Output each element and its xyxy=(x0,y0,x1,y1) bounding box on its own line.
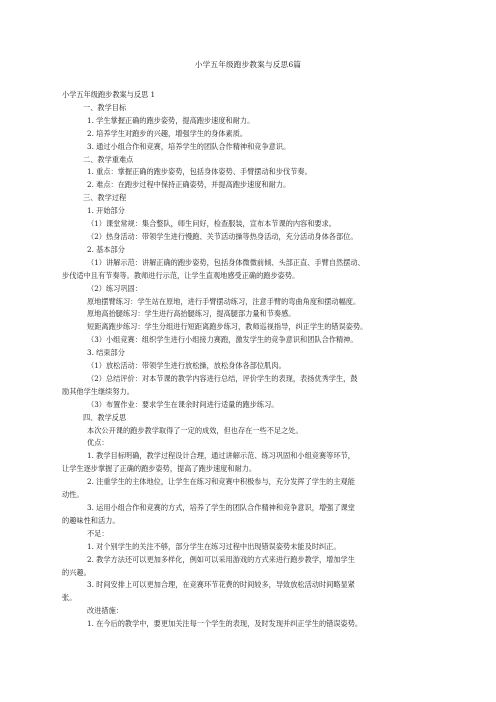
text-line: 改进措施： xyxy=(87,606,123,616)
text-line: 优点： xyxy=(87,438,109,448)
text-line: 励其他学生继续努力。 xyxy=(62,386,134,396)
text-line: 不足： xyxy=(87,528,109,538)
text-line: 1. 在今后的教学中，要更加关注每一个学生的表现，及时发现并纠正学生的错误姿势。 xyxy=(87,619,363,629)
document-title: 小学五年级跑步教案与反思6篇 xyxy=(194,60,302,69)
text-line: 3. 结束部分 xyxy=(87,348,125,358)
text-line: 原地摆臂练习：学生站在原地，进行手臂摆动练习，注意手臂的弯曲角度和摆动幅度。 xyxy=(87,296,361,306)
text-line: （1）讲解示范：讲解正确的跑步姿势，包括身体微微前倾、头部正直、手臂自然摆动、 xyxy=(87,257,365,267)
text-line: 的兴趣。 xyxy=(62,567,91,577)
text-line: （3）布置作业：要求学生在课余时间进行适量的跑步练习。 xyxy=(87,399,279,409)
text-line: 四、教学反思 xyxy=(83,412,127,422)
text-line: 本次公开课的跑步教学取得了一定的成效，但也存在一些不足之处。 xyxy=(87,425,303,435)
text-line: 动性。 xyxy=(62,490,84,500)
text-line: 2. 注重学生的主体地位，让学生在练习和竞赛中积极参与，充分发挥了学生的主观能 xyxy=(87,477,355,487)
text-line: （1）放松活动：带领学生进行放松操，放松身体各部位肌肉。 xyxy=(87,361,286,371)
text-line: 3. 时间安排上可以更加合理，在竞赛环节花费的时间较多，导致放松活动时间略显紧 xyxy=(87,580,355,590)
text-line: 1. 教学目标明确，教学过程设计合理，通过讲解示范、练习巩固和小组竞赛等环节， xyxy=(87,451,355,461)
document-body xyxy=(62,89,434,631)
text-line: （2）热身活动：带领学生进行慢跑、关节活动操等热身活动，充分活动身体各部位。 xyxy=(87,231,358,241)
text-line: 的趣味性和活力。 xyxy=(62,515,120,525)
text-line: 1. 学生掌握正确的跑步姿势，提高跑步速度和耐力。 xyxy=(87,115,255,125)
text-line: 短距离跑步练习：学生分组进行短距离跑步练习，教师巡视指导，纠正学生的错误姿势。 xyxy=(87,322,368,332)
text-line: 3. 通过小组合作和竞赛，培养学生的团队合作精神和竞争意识。 xyxy=(87,141,291,151)
text-line: 1. 开始部分 xyxy=(87,206,125,216)
text-line: 张。 xyxy=(62,593,77,603)
text-line: 2. 难点：在跑步过程中保持正确姿势，并提高跑步速度和耐力。 xyxy=(87,180,291,190)
text-line: 让学生逐步掌握了正确的跑步姿势，提高了跑步速度和耐力。 xyxy=(62,464,257,474)
text-line: 3. 运用小组合作和竞赛的方式，培养了学生的团队合作精神和竞争意识，增强了课堂 xyxy=(87,503,355,512)
text-line: 步伐适中且有节奏等。教师进行示范，让学生直观地感受正确的跑步姿势。 xyxy=(62,270,300,280)
text-line: 2. 教学方法还可以更加多样化，例如可以采用游戏的方式来进行跑步教学，增加学生 xyxy=(87,554,355,564)
text-line: 小学五年级跑步教案与反思 1 xyxy=(62,90,156,99)
text-line: 1. 对个别学生的关注不够，部分学生在练习过程中出现错误姿势未能及时纠正。 xyxy=(87,541,341,551)
text-line: （3）小组竞赛：组织学生进行小组接力赛跑，激发学生的竞争意识和团队合作精神。 xyxy=(87,335,358,345)
text-line: 二、教学重难点 xyxy=(83,154,134,164)
text-line: 一、教学目标 xyxy=(83,102,127,112)
text-line: 2. 培养学生对跑步的兴趣，增强学生的身体素质。 xyxy=(87,128,248,138)
text-line: 三、教学过程 xyxy=(83,193,127,203)
text-line: 原地高抬腿练习：学生进行高抬腿练习，提高腿部力量和节奏感。 xyxy=(87,309,296,319)
text-line: 1. 重点：掌握正确的跑步姿势，包括身体姿势、手臂摆动和步伐节奏。 xyxy=(87,167,312,177)
text-line: （1）课堂常规：集合整队，师生问好，检查服装，宣布本节课的内容和要求。 xyxy=(87,219,336,229)
text-line: 2. 基本部分 xyxy=(87,244,125,254)
text-line: （2）练习巩固： xyxy=(87,283,142,293)
text-line: （2）总结评价：对本节课的教学内容进行总结，评价学生的表现，表扬优秀学生，鼓 xyxy=(87,373,358,383)
